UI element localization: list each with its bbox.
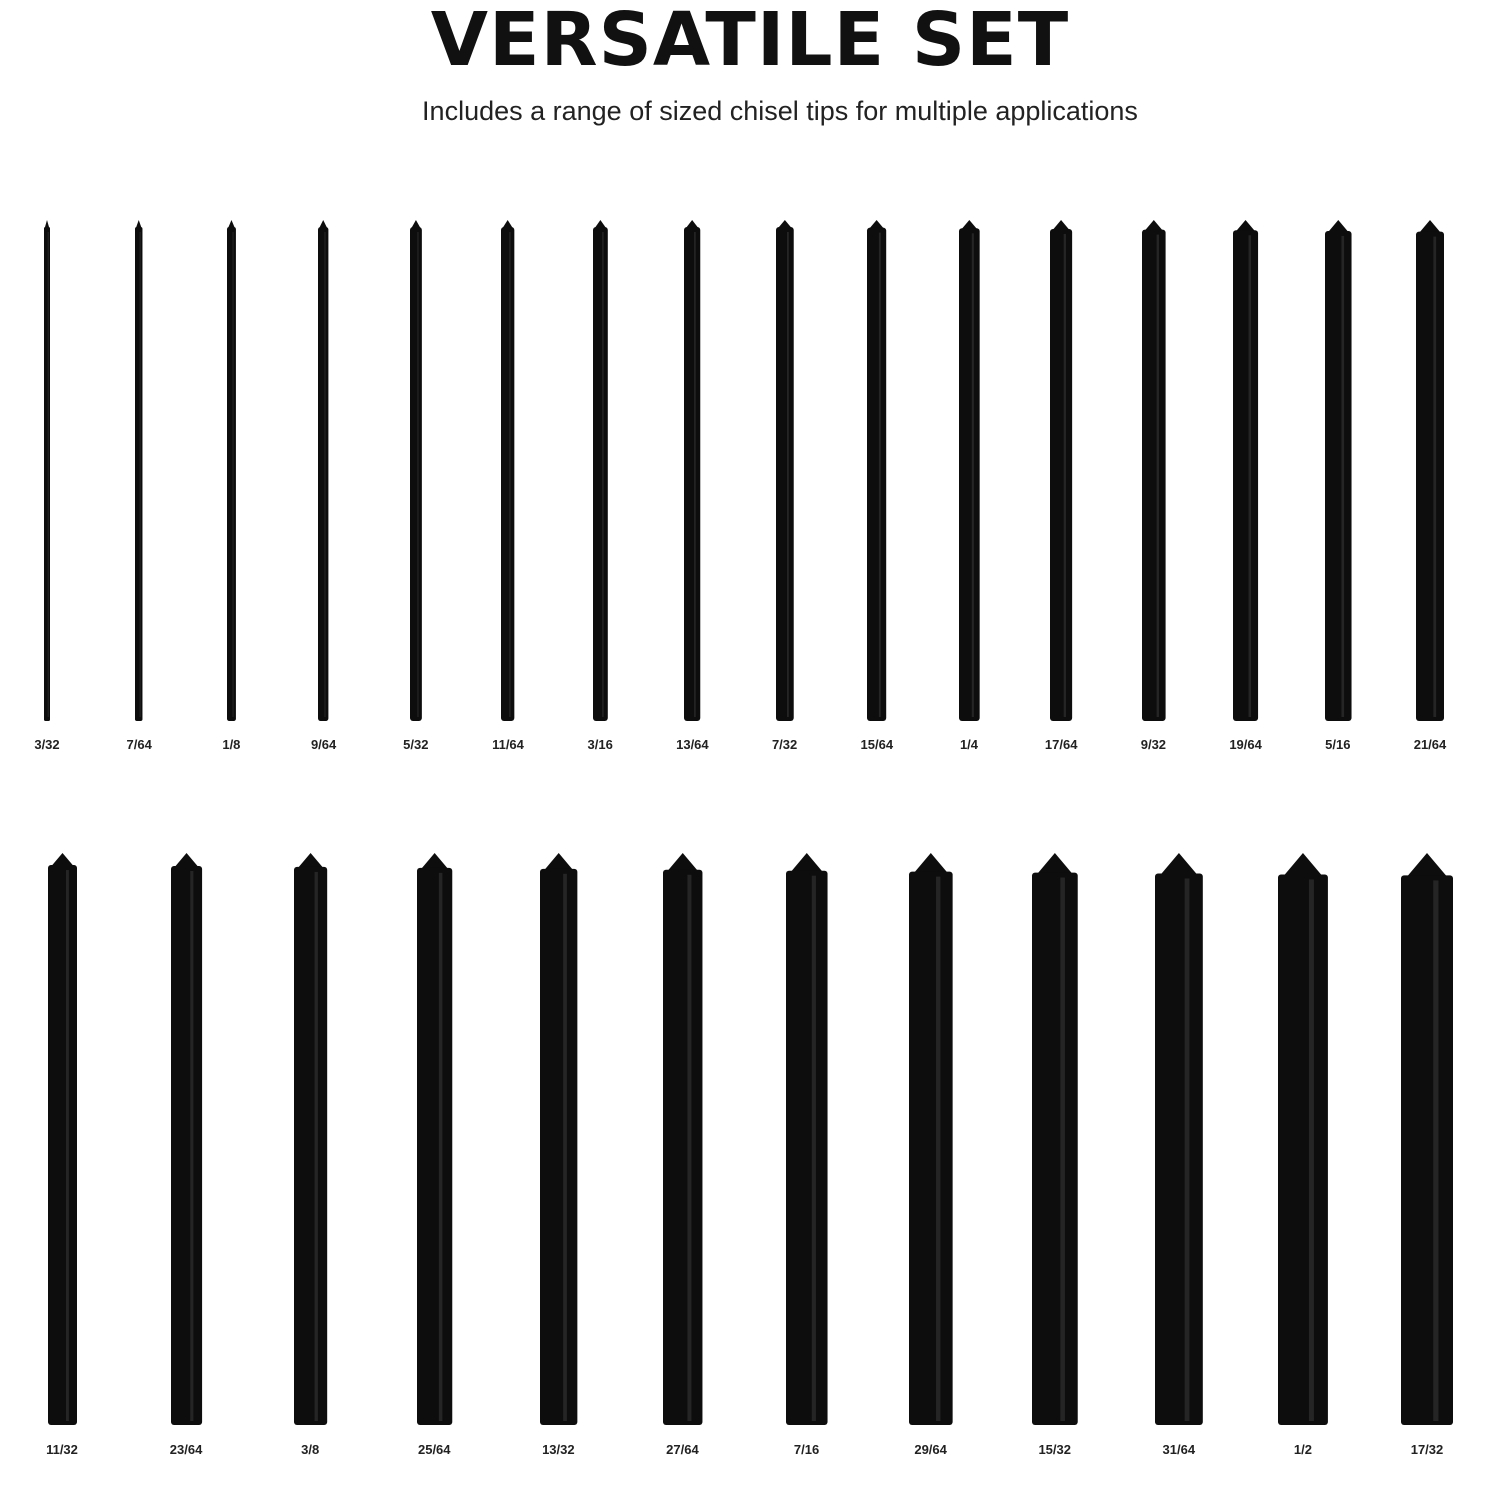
bit-size-label: 19/64 xyxy=(1229,737,1262,752)
chisel-bit-graphic xyxy=(776,205,794,725)
chisel-bit-highlight xyxy=(1156,235,1158,717)
bit-size-label: 25/64 xyxy=(417,1442,451,1457)
chisel-bit xyxy=(1050,205,1072,725)
chisel-bit-shank xyxy=(318,227,328,721)
chisel-bit-highlight xyxy=(936,877,940,1421)
chisel-bit-tip xyxy=(1037,853,1072,874)
chisel-bit-tip xyxy=(1419,220,1440,233)
chisel-bit-shank xyxy=(593,227,608,721)
chisel-bit-tip xyxy=(1407,853,1447,876)
chisel-bit-tip xyxy=(667,853,697,871)
chisel-bit-tip xyxy=(298,853,323,868)
bit-size-label: 23/64 xyxy=(169,1442,203,1457)
chisel-bit-graphic xyxy=(501,205,514,725)
chisel-bit-tip xyxy=(961,220,977,229)
chisel-bit xyxy=(171,845,202,1429)
chisel-bit xyxy=(1032,845,1078,1429)
chisel-bit-graphic xyxy=(1142,205,1166,725)
chisel-bit-graphic xyxy=(1401,845,1453,1429)
chisel-bit-highlight xyxy=(687,875,691,1421)
chisel-bit-tip xyxy=(411,220,420,228)
chisel-bit-highlight xyxy=(1060,878,1065,1421)
chisel-bit-tip xyxy=(778,220,791,228)
chisel-bit-shank xyxy=(417,868,452,1425)
chisel-bit xyxy=(294,845,327,1429)
bit-row-large xyxy=(0,845,1500,1485)
chisel-bit xyxy=(1416,205,1444,725)
chisel-bit-highlight xyxy=(787,232,789,717)
chisel-bit-tip xyxy=(503,220,513,228)
chisel-bit xyxy=(1233,205,1258,725)
chisel-bit-graphic xyxy=(1233,205,1258,725)
chisel-bit-graphic xyxy=(593,205,608,725)
chisel-bit-highlight xyxy=(879,233,881,717)
bit-size-label: 17/64 xyxy=(1044,737,1078,752)
chisel-bit-shank xyxy=(294,867,327,1425)
chisel-bit-highlight xyxy=(48,232,49,717)
chisel-bit xyxy=(684,205,700,725)
bit-size-label: 11/32 xyxy=(46,1442,78,1457)
chisel-bit-graphic xyxy=(663,845,702,1429)
chisel-bit-shank xyxy=(663,870,702,1425)
bit-size-label: 1/8 xyxy=(222,737,241,752)
chisel-bit xyxy=(776,205,794,725)
bit-size-label: 13/32 xyxy=(542,1442,575,1457)
chisel-bit xyxy=(44,205,50,725)
chisel-bit xyxy=(135,205,142,725)
chisel-bit-tip xyxy=(320,220,328,228)
bit-size-label: 17/32 xyxy=(1410,1442,1444,1457)
chisel-bit-graphic xyxy=(1050,205,1072,725)
chisel-bit-highlight xyxy=(314,872,317,1421)
chisel-bit-shank xyxy=(1278,874,1328,1425)
chisel-bit-shank xyxy=(171,866,202,1425)
bit-size-label: 9/32 xyxy=(1140,737,1167,752)
chisel-bit-tip xyxy=(174,853,198,867)
chisel-bit-tip xyxy=(1236,220,1255,231)
chisel-bit xyxy=(48,845,77,1429)
chisel-bit-highlight xyxy=(510,232,511,717)
chisel-bit-graphic xyxy=(1416,205,1444,725)
chisel-bit xyxy=(501,205,514,725)
chisel-bit-graphic xyxy=(867,205,886,725)
chisel-bit-graphic xyxy=(684,205,700,725)
bit-row-small xyxy=(0,205,1500,785)
chisel-bit-tip xyxy=(1284,853,1322,875)
chisel-bit-tip xyxy=(1053,220,1070,230)
chisel-bit-shank xyxy=(1401,875,1453,1425)
bit-size-label: 21/64 xyxy=(1413,737,1447,752)
chisel-bit-highlight xyxy=(438,873,442,1421)
chisel-bit-shank xyxy=(1416,232,1444,721)
chisel-bit-highlight xyxy=(232,232,233,717)
chisel-bit-highlight xyxy=(1433,237,1436,717)
chisel-bit-highlight xyxy=(971,233,973,717)
chisel-bit-graphic xyxy=(540,845,577,1429)
bit-size-label: 7/64 xyxy=(126,737,152,752)
chisel-bit-tip xyxy=(791,853,823,872)
chisel-bit-highlight xyxy=(190,871,193,1421)
chisel-bit-graphic xyxy=(1325,205,1352,725)
bit-size-label: 9/64 xyxy=(310,737,337,752)
page-title: VERSATILE SET xyxy=(430,0,1070,83)
chisel-bit-graphic xyxy=(786,845,828,1429)
chisel-bit xyxy=(867,205,886,725)
chisel-bit-highlight xyxy=(1064,234,1066,717)
chisel-bit-shank xyxy=(959,228,980,721)
chisel-bit-shank xyxy=(867,228,886,721)
chisel-bit-highlight xyxy=(563,874,567,1421)
chisel-bit-highlight xyxy=(694,232,696,717)
chisel-bit-highlight xyxy=(812,876,816,1421)
chisel-bit-graphic xyxy=(135,205,142,725)
chisel-bit-highlight xyxy=(602,232,603,717)
chisel-bit-highlight xyxy=(65,870,68,1421)
chisel-bit-shank xyxy=(1142,230,1166,721)
chisel-bit-highlight xyxy=(1341,236,1344,717)
chisel-bit-tip xyxy=(1144,220,1162,231)
chisel-bit-graphic xyxy=(1155,845,1203,1429)
chisel-bit-shank xyxy=(410,227,422,721)
chisel-bit xyxy=(1401,845,1453,1429)
bit-size-label: 29/64 xyxy=(914,1442,947,1457)
bit-size-label: 3/8 xyxy=(301,1442,320,1457)
chisel-bit xyxy=(959,205,980,725)
chisel-bit-shank xyxy=(1050,229,1072,721)
chisel-bit xyxy=(909,845,953,1429)
chisel-bit-graphic xyxy=(909,845,953,1429)
chisel-bit-highlight xyxy=(1433,880,1438,1421)
chisel-bit-graphic xyxy=(1032,845,1078,1429)
chisel-bit xyxy=(593,205,608,725)
chisel-bit-shank xyxy=(1155,874,1203,1425)
chisel-bit-shank xyxy=(909,872,953,1425)
chisel-bit xyxy=(1325,205,1352,725)
chisel-bit xyxy=(663,845,702,1429)
chisel-bit-highlight xyxy=(140,232,141,717)
bit-size-label: 3/16 xyxy=(587,737,613,752)
chisel-bit-shank xyxy=(501,227,514,721)
chisel-bit-highlight xyxy=(1309,879,1314,1421)
bit-size-label: 7/16 xyxy=(793,1442,820,1457)
chisel-bit-graphic xyxy=(1278,845,1328,1429)
chisel-bit-shank xyxy=(776,227,794,721)
chisel-bit-graphic xyxy=(227,205,236,725)
bit-size-label: 27/64 xyxy=(666,1442,699,1457)
chisel-bit-shank xyxy=(48,865,77,1425)
chisel-bit-tip xyxy=(228,220,235,228)
chisel-bit-shank xyxy=(44,227,50,721)
chisel-bit-shank xyxy=(540,869,577,1425)
chisel-bit-graphic xyxy=(410,205,422,725)
chisel-bit-graphic xyxy=(171,845,202,1429)
chisel-bit-graphic xyxy=(294,845,327,1429)
chisel-bit-graphic xyxy=(44,205,50,725)
chisel-bit-shank xyxy=(1032,873,1078,1425)
chisel-bit-tip xyxy=(51,853,73,866)
bit-size-label: 5/16 xyxy=(1325,737,1351,752)
chisel-bit-tip xyxy=(869,220,884,229)
chisel-bit xyxy=(417,845,452,1429)
chisel-bit-tip xyxy=(136,220,142,228)
bit-size-label: 11/64 xyxy=(492,737,524,752)
bit-size-label: 31/64 xyxy=(1162,1442,1196,1457)
chisel-bit-shank xyxy=(1233,230,1258,721)
bit-size-label: 13/64 xyxy=(676,737,709,752)
chisel-bit-shank xyxy=(135,227,142,721)
chisel-bit-tip xyxy=(595,220,606,228)
bit-size-label: 15/32 xyxy=(1038,1442,1071,1457)
chisel-bit-graphic xyxy=(318,205,328,725)
chisel-bit xyxy=(1142,205,1166,725)
chisel-bit xyxy=(318,205,328,725)
chisel-bit-shank xyxy=(1325,231,1352,721)
bit-size-label: 5/32 xyxy=(403,737,429,752)
bit-size-label: 3/32 xyxy=(34,737,60,752)
chisel-bit-tip xyxy=(421,853,448,869)
chisel-bit-tip xyxy=(914,853,947,873)
chisel-bit-tip xyxy=(1161,853,1197,875)
chisel-bit-shank xyxy=(684,227,700,721)
bit-size-label: 1/4 xyxy=(959,737,979,752)
chisel-bit xyxy=(227,205,236,725)
chisel-bit xyxy=(410,205,422,725)
bit-size-label: 15/64 xyxy=(860,737,894,752)
chisel-bit-tip xyxy=(1328,220,1348,232)
chisel-bit-tip xyxy=(686,220,698,228)
bit-size-label: 7/32 xyxy=(771,737,798,752)
chisel-bit xyxy=(1278,845,1328,1429)
chisel-bit-highlight xyxy=(1249,235,1252,717)
chisel-bit-shank xyxy=(227,227,236,721)
bit-size-label: 1/2 xyxy=(1293,1442,1312,1457)
chisel-bit-tip xyxy=(45,220,50,228)
chisel-bit-graphic xyxy=(959,205,980,725)
chisel-bit-shank xyxy=(786,871,828,1425)
chisel-bit xyxy=(540,845,577,1429)
chisel-bit-highlight xyxy=(325,232,326,717)
chisel-bit xyxy=(1155,845,1203,1429)
chisel-bit-highlight xyxy=(417,232,418,717)
chisel-bit-graphic xyxy=(417,845,452,1429)
chisel-bit-graphic xyxy=(48,845,77,1429)
chisel-bit xyxy=(786,845,828,1429)
chisel-bit-highlight xyxy=(1185,879,1190,1421)
page-subtitle: Includes a range of sized chisel tips for multiple applications xyxy=(422,96,1138,126)
chisel-bit-tip xyxy=(544,853,572,870)
